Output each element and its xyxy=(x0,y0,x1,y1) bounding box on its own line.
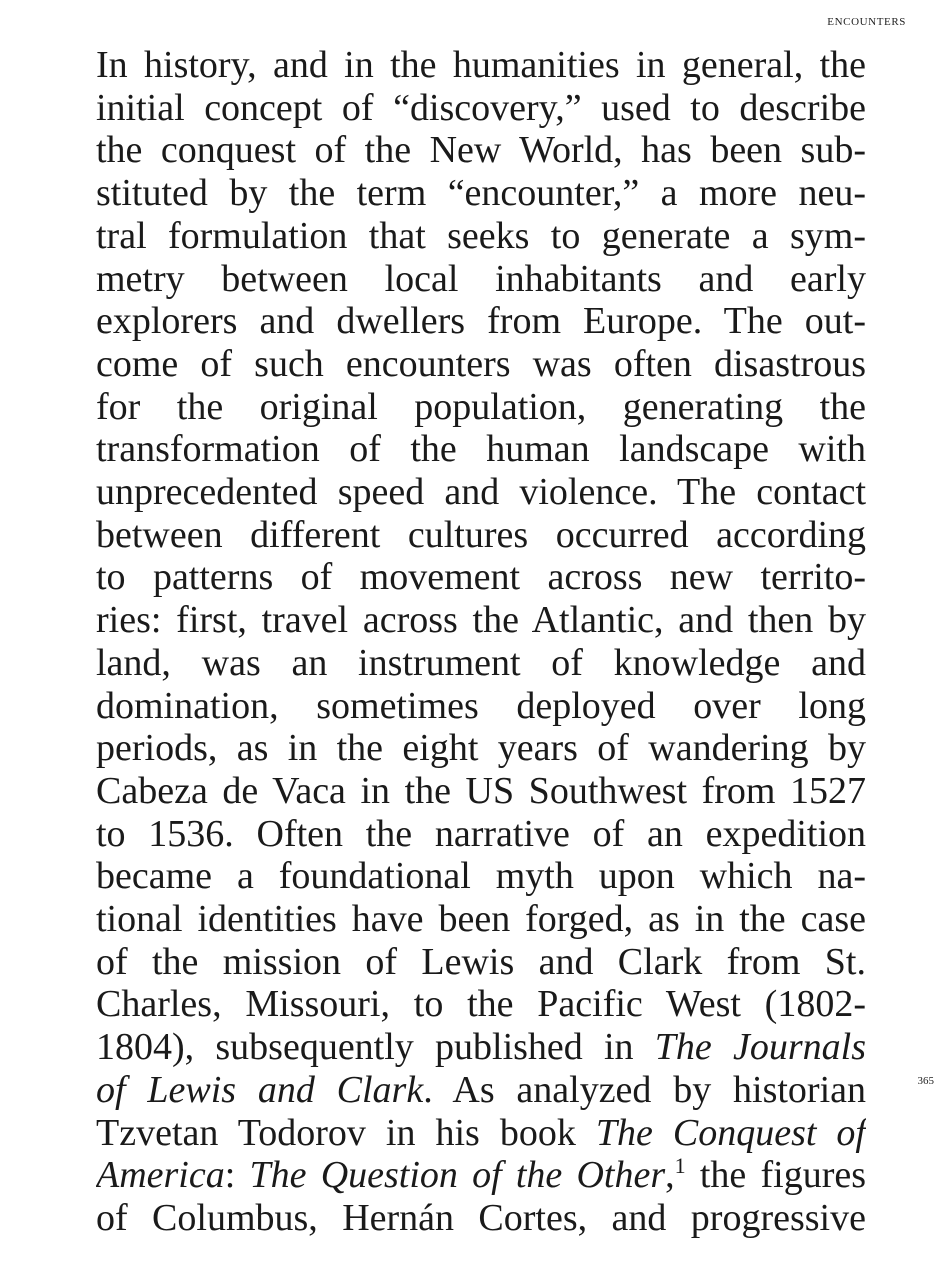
text-line: metry between local inhabitants and early xyxy=(96,257,866,300)
text-line: Cabeza de Vaca in the US Southwest from 1527 xyxy=(96,769,866,812)
text-run: Tzvetan Todorov in his book xyxy=(96,1111,596,1154)
text-line: periods, as in the eight years of wandering by xyxy=(96,727,866,770)
text-line: the conquest of the New World, has been sub- xyxy=(96,129,866,172)
text-line: In history, and in the humanities in general, the xyxy=(96,44,866,86)
text-line: transformation of the human landscape with xyxy=(96,428,866,471)
footnote-marker[interactable]: 1 xyxy=(674,1154,686,1179)
text-line: of the mission of Lewis and Clark from St. xyxy=(96,940,866,983)
text-run: the figures xyxy=(685,1154,866,1197)
page-number: 365 xyxy=(917,1075,934,1087)
text-line: explorers and dwellers from Europe. The out- xyxy=(96,300,866,343)
text-line: stituted by the term “encounter,” a more neu- xyxy=(96,172,866,215)
running-head: ENCOUNTERS xyxy=(827,16,906,28)
book-title-italic: of Lewis and Clark xyxy=(96,1068,424,1111)
text-line: tral formulation that seeks to generate a sym- xyxy=(96,214,866,257)
text-run: 1804), subsequently published in xyxy=(96,1026,655,1069)
text-line: come of such encounters was often disastrous xyxy=(96,342,866,385)
text-line: tional identities have been forged, as in the case xyxy=(96,898,866,941)
text-line: land, was an instrument of knowledge and xyxy=(96,641,866,684)
text-run: : xyxy=(224,1154,250,1197)
text-line: domination, sometimes deployed over long xyxy=(96,684,866,727)
text-run: . As analyzed by historian xyxy=(423,1068,866,1111)
text-run: , xyxy=(665,1154,675,1197)
text-line xyxy=(96,1112,866,1155)
text-line: between different cultures occurred according xyxy=(96,513,866,556)
text-line: to 1536. Often the narrative of an expedition xyxy=(96,812,866,855)
text-line: became a foundational myth upon which na- xyxy=(96,855,866,898)
book-subtitle-italic: The Question of the Other xyxy=(249,1154,666,1197)
body-paragraph xyxy=(96,44,866,1240)
text-line: Charles, Missouri, to the Pacific West (1802- xyxy=(96,983,866,1026)
text-line: of Columbus, Hernán Cortes, and progressive xyxy=(96,1196,866,1239)
text-line xyxy=(96,1154,866,1197)
text-line: to patterns of movement across new territo- xyxy=(96,556,866,599)
book-title-italic: The Journals xyxy=(654,1026,866,1069)
text-line: initial concept of “discovery,” used to describe xyxy=(96,86,866,129)
text-line: unprecedented speed and violence. The contact xyxy=(96,471,866,514)
text-line xyxy=(96,1069,866,1112)
text-line xyxy=(96,1026,866,1069)
text-line: for the original population, generating the xyxy=(96,385,866,428)
text-line: ries: first, travel across the Atlantic, and then by xyxy=(96,599,866,642)
book-title-italic: The Conquest of xyxy=(595,1111,866,1154)
book-title-italic: America xyxy=(96,1154,225,1197)
